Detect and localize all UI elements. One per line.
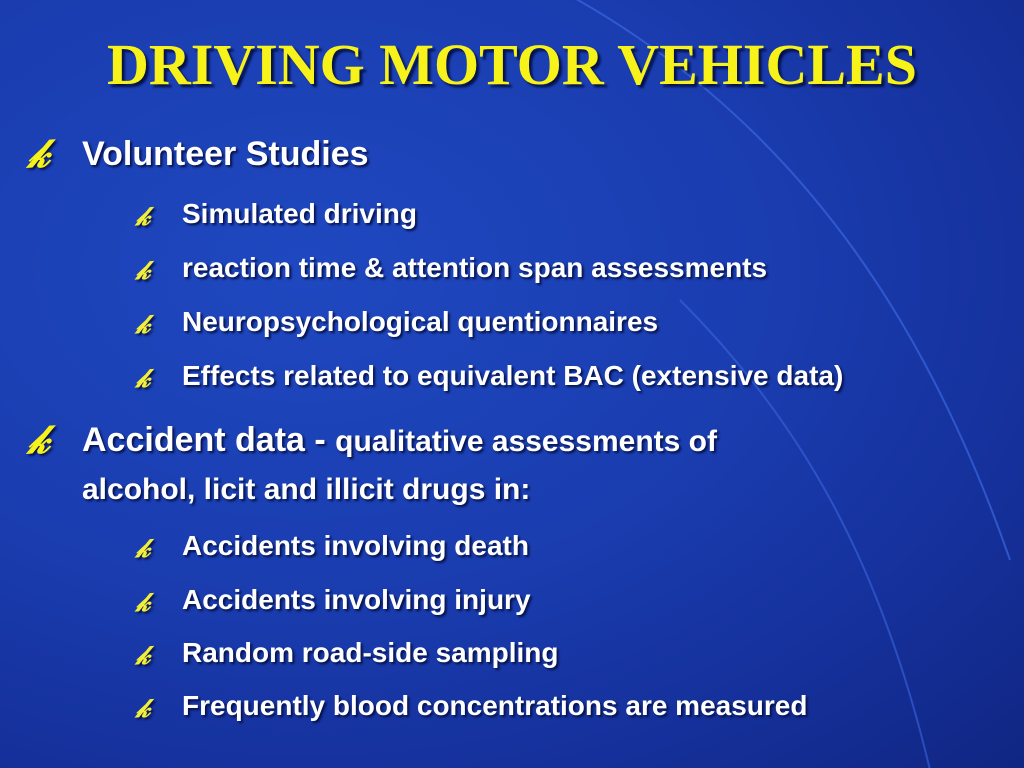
bullet-glyph-icon: 𝓀: [136, 694, 150, 724]
sub-bullet: [136, 526, 1016, 566]
bullet-glyph-icon: 𝓀: [28, 416, 50, 463]
sub-bullet-text: Simulated driving: [182, 198, 417, 229]
sub-bullet-text: Accidents involving death: [182, 530, 529, 561]
main-bullet-label-block: [82, 414, 982, 468]
sub-bullet: [136, 302, 1016, 342]
bullet-glyph-icon: 𝓀: [136, 364, 150, 394]
main-bullet-label: Accident data -: [82, 421, 336, 459]
bullet-glyph-icon: 𝓀: [136, 588, 150, 618]
sub-bullet: [136, 194, 1016, 234]
sub-bullet-text: Frequently blood concentrations are measured: [182, 690, 808, 721]
sub-bullet: [136, 356, 1016, 396]
sub-bullet: [136, 248, 1016, 288]
bullet-glyph-icon: 𝓀: [136, 202, 150, 232]
main-bullet-label-line2: alcohol, licit and illicit drugs in:: [82, 473, 531, 506]
main-bullet-label: Volunteer Studies: [82, 135, 369, 173]
sub-bullet-text: reaction time & attention span assessments: [182, 252, 768, 283]
sub-bullet: [136, 580, 1016, 620]
sub-bullet-text: Effects related to equivalent BAC (extensive data): [182, 360, 844, 391]
main-bullet-label-continuation: qualitative assessments of: [335, 425, 717, 458]
sub-bullet: [136, 633, 1016, 673]
sub-bullet-text: Accidents involving injury: [182, 584, 531, 615]
bullet-glyph-icon: 𝓀: [136, 641, 150, 671]
bullet-glyph-icon: 𝓀: [136, 256, 150, 286]
bullet-glyph-icon: 𝓀: [28, 130, 50, 177]
slide-title: DRIVING MOTOR VEHICLES: [106, 32, 918, 97]
sub-bullet: [136, 686, 1016, 726]
sub-bullet-text: Random road-side sampling: [182, 637, 559, 668]
sub-bullet-text: Neuropsychological quentionnaires: [182, 306, 659, 337]
bullet-glyph-icon: 𝓀: [136, 534, 150, 564]
bullet-glyph-icon: 𝓀: [136, 310, 150, 340]
